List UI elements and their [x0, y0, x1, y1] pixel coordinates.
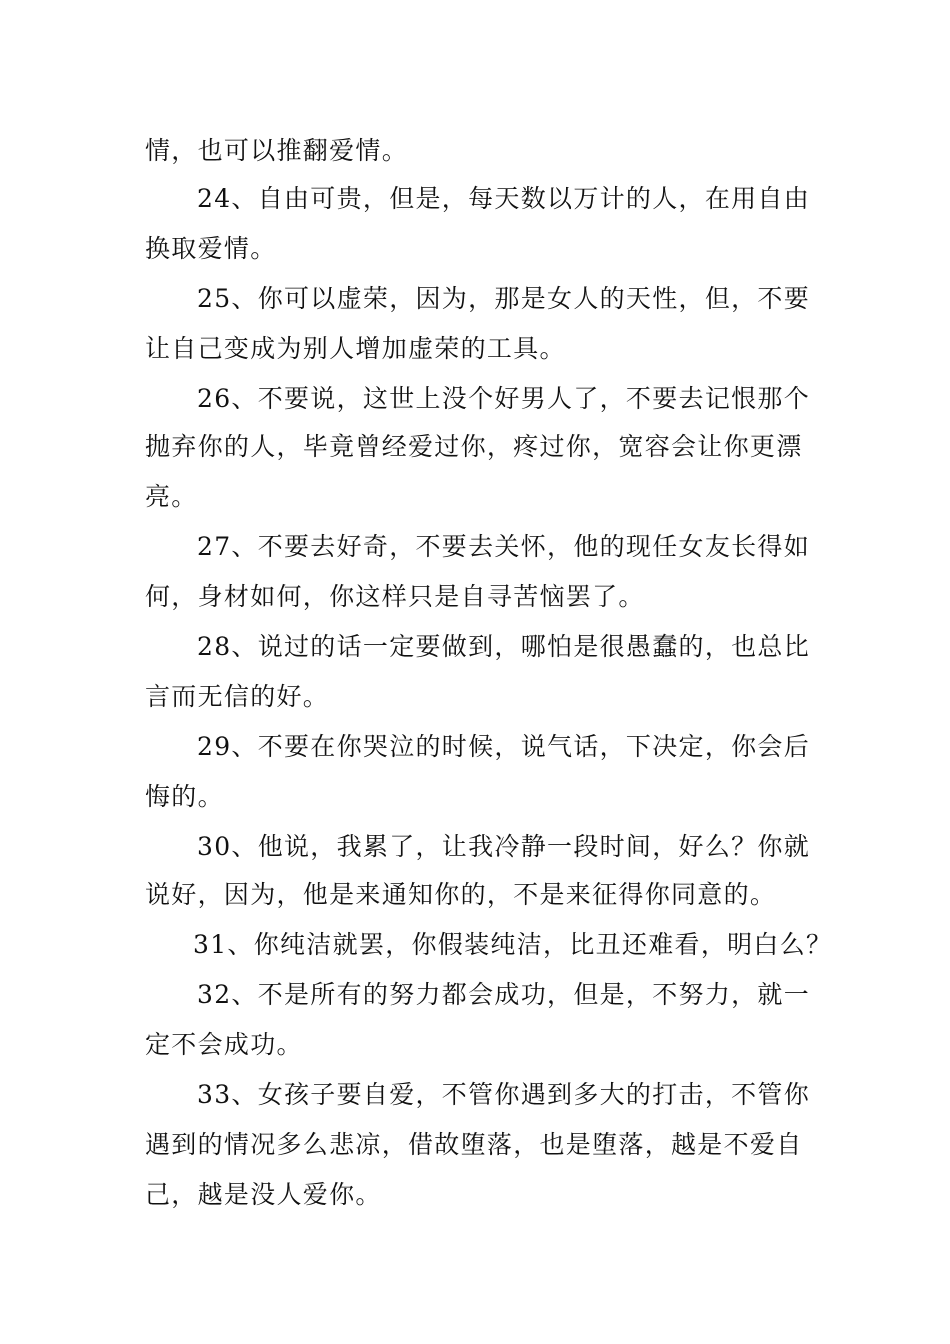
text-line: 换取爱情。 [145, 234, 277, 263]
text-line: 定不会成功。 [145, 1030, 303, 1059]
text-line: 27、不要去好奇，不要去关怀，他的现任女友长得如 [197, 532, 811, 561]
text-line: 32、不是所有的努力都会成功，但是，不努力，就一 [197, 980, 811, 1009]
text-line: 28、说过的话一定要做到，哪怕是很愚蠢的，也总比 [197, 632, 811, 661]
text-line: 29、不要在你哭泣的时候，说气话，下决定，你会后 [197, 732, 811, 761]
text-line: 26、不要说，这世上没个好男人了，不要去记恨那个 [197, 384, 811, 413]
text-line: 说好，因为，他是来通知你的，不是来征得你同意的。 [145, 880, 777, 909]
text-line: 言而无信的好。 [145, 682, 330, 711]
text-line: 33、女孩子要自爱，不管你遇到多大的打击，不管你 [197, 1080, 811, 1109]
text-line: 悔的。 [145, 782, 224, 811]
text-line: 让自己变成为别人增加虚荣的工具。 [145, 334, 566, 363]
text-line: 抛弃你的人，毕竟曾经爱过你，疼过你，宽容会让你更漂 [145, 432, 803, 461]
text-line: 情，也可以推翻爱情。 [145, 136, 409, 165]
text-line: 31、你纯洁就罢，你假装纯洁，比丑还难看，明白么？ [193, 930, 833, 959]
text-line: 亮。 [145, 482, 198, 511]
text-line: 遇到的情况多么悲凉，借故堕落，也是堕落，越是不爱自 [145, 1130, 803, 1159]
text-line: 24、自由可贵，但是，每天数以万计的人，在用自由 [197, 184, 811, 213]
text-line: 25、你可以虚荣，因为，那是女人的天性，但，不要 [197, 284, 811, 313]
text-line: 30、他说，我累了，让我冷静一段时间，好么？你就 [197, 832, 811, 861]
text-line: 己，越是没人爱你。 [145, 1180, 382, 1209]
text-line: 何，身材如何，你这样只是自寻苦恼罢了。 [145, 582, 645, 611]
